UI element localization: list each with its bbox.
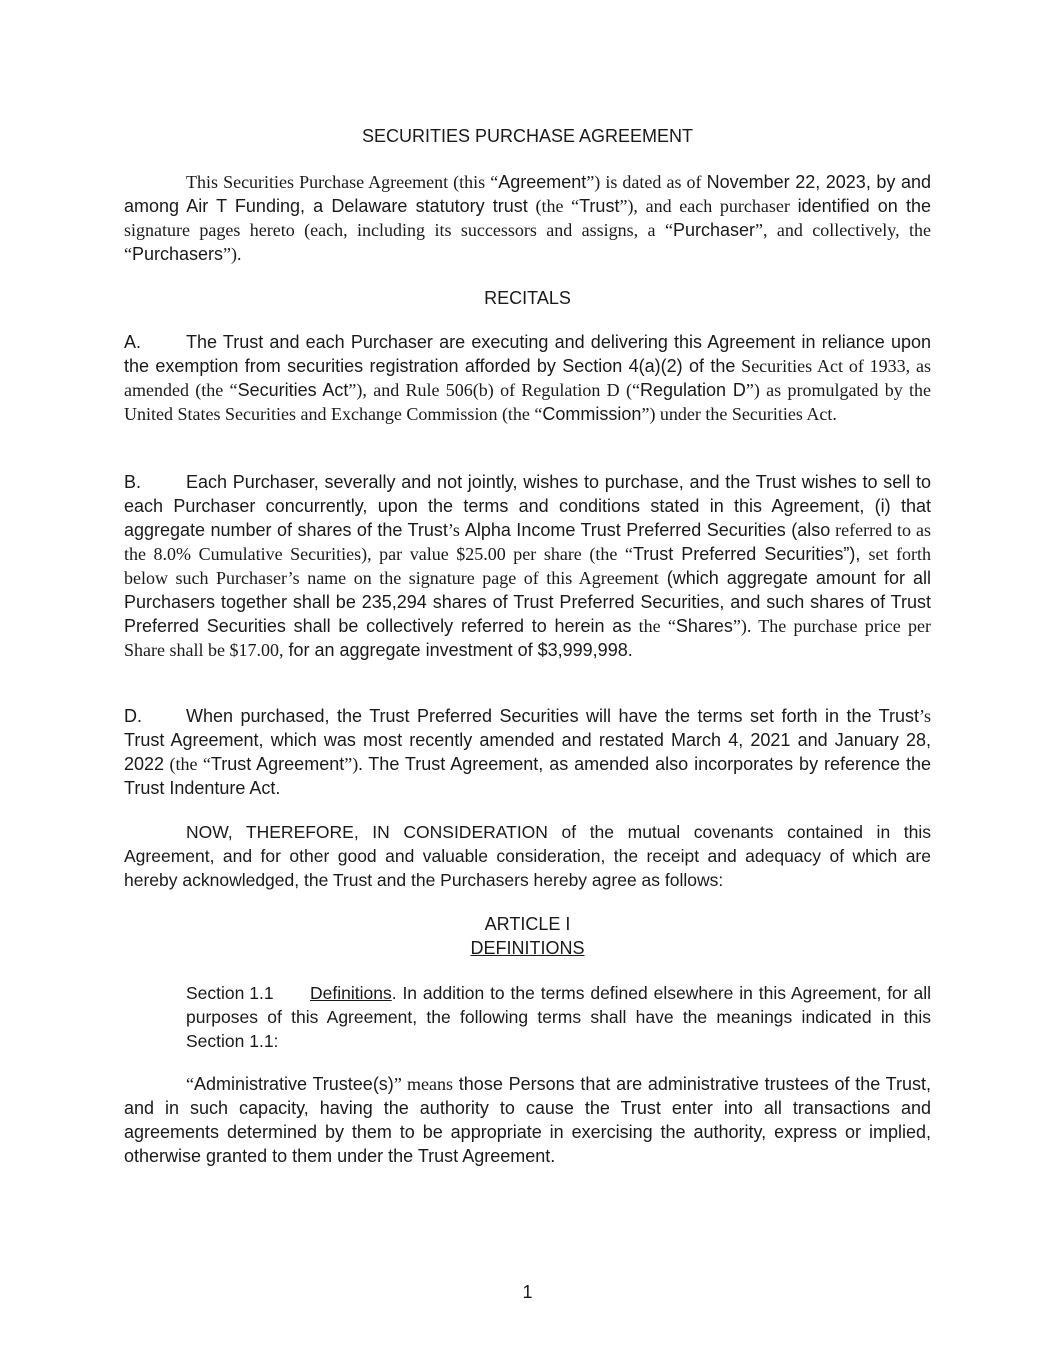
recital-b: B. Each Purchaser, severally and not jointly, wishes to purchase, and the Trust wishes to sell to each Purchaser concurrently, upon the terms and conditions stated in this Agreement, (i) that aggregate number of shares of the Trust’s Alpha Income Trust Preferred Securities (also referred to as the 8.0% Cumulative Securities), par value $25.00 per share (the “Trust Preferred Securities”), set forth below such Purchaser’s name on the signature page of this Agreement (which aggregate amount for all Purchasers together shall be 235,294 shares of Trust Preferred Securities, and such shares of Trust Preferred Securities shall be collectively referred to herein as the “Shares”). The purchase price per Share shall be $17.00, for an aggregate investment of $3,999,998.: [124, 472, 932, 660]
defined-term-securities-act: Securities Act: [237, 380, 349, 400]
defined-term-trust: Trust: [579, 196, 620, 216]
recital-letter: B.: [124, 472, 142, 492]
defined-term-administrative-trustee: Administrative Trustee(s): [194, 1074, 394, 1094]
defined-term-shares: Shares: [675, 616, 733, 636]
defined-term-purchasers: Purchasers: [132, 244, 224, 264]
recital-a: A. The Trust and each Purchaser are executing and delivering this Agreement in reliance upon the exemption from securities registration afforded by Section 4(a)(2) of the Securities Act of 1933, as amended (the “Securities Act”), and Rule 506(b) of Regulation D (“Regulation D”) as promulgated by the United States Securities and Exchange Commission (the “Commission”) under the Securities Act.: [124, 332, 932, 424]
article-name: DEFINITIONS: [470, 938, 585, 958]
definition-administrative-trustee: “Administrative Trustee(s)” means those Persons that are administrative trustees of the Trust, and in such capacity, having the authority to cause the Trust enter into all transactions and agreements determined by them to be appropriate in exercising the authority, express or implied, otherwise granted to them under the Trust Agreement.: [124, 1074, 931, 1166]
defined-term-commission: Commission: [542, 404, 642, 424]
now-therefore-paragraph: NOW, THEREFORE, IN CONSIDERATION of the mutual covenants contained in this Agreement, and for other good and valuable consideration, the receipt and adequacy of which are hereby acknowledged, the Trust and the Purchasers hereby agree as follows:: [124, 822, 931, 890]
trust-name: Air T Funding: [186, 196, 300, 216]
defined-term-trust-preferred-securities: Trust Preferred Securities: [632, 544, 844, 564]
section-1-1: Section 1.1 Definitions. In addition to the terms defined elsewhere in this Agreement, for all purposes of this Agreement, the following terms shall have the meanings indicated in this Section 1.1:: [186, 983, 931, 1051]
defined-term-regulation-d: Regulation D: [639, 380, 746, 400]
recital-letter: A.: [124, 332, 142, 352]
page-number: 1: [522, 1282, 533, 1302]
section-heading: Definitions: [310, 983, 392, 1003]
recital-d: D. When purchased, the Trust Preferred Securities will have the terms set forth in the Trust’s Trust Agreement, which was most recently amended and restated March 4, 2021 and January 28, 2022 (the “Trust Agreement”). The Trust Agreement, as amended also incorporates by reference the Trust Indenture Act.: [124, 706, 932, 798]
recitals-heading: RECITALS: [484, 288, 571, 308]
now-therefore-caps: NOW, THEREFORE, IN CONSIDERATION: [186, 822, 548, 842]
recital-letter: D.: [124, 706, 142, 726]
section-number: Section 1.1: [186, 983, 274, 1003]
article-number: ARTICLE I: [484, 914, 571, 934]
defined-term-trust-agreement: Trust Agreement: [210, 754, 345, 774]
defined-term-agreement: Agreement: [498, 172, 587, 192]
defined-term-purchaser: Purchaser: [672, 220, 755, 240]
agreement-date: November 22, 2023,: [706, 172, 871, 192]
document-title: SECURITIES PURCHASE AGREEMENT: [361, 126, 694, 146]
intro-paragraph: This Securities Purchase Agreement (this “Agreement”) is dated as of November 22, 2023, by and among Air T Funding, a Delaware statutory trust (the “Trust”), and each purchaser identified on the signature pages hereto (each, including its successors and assigns, a “Purchaser”, and collectively, the “Purchasers”).: [124, 172, 932, 264]
